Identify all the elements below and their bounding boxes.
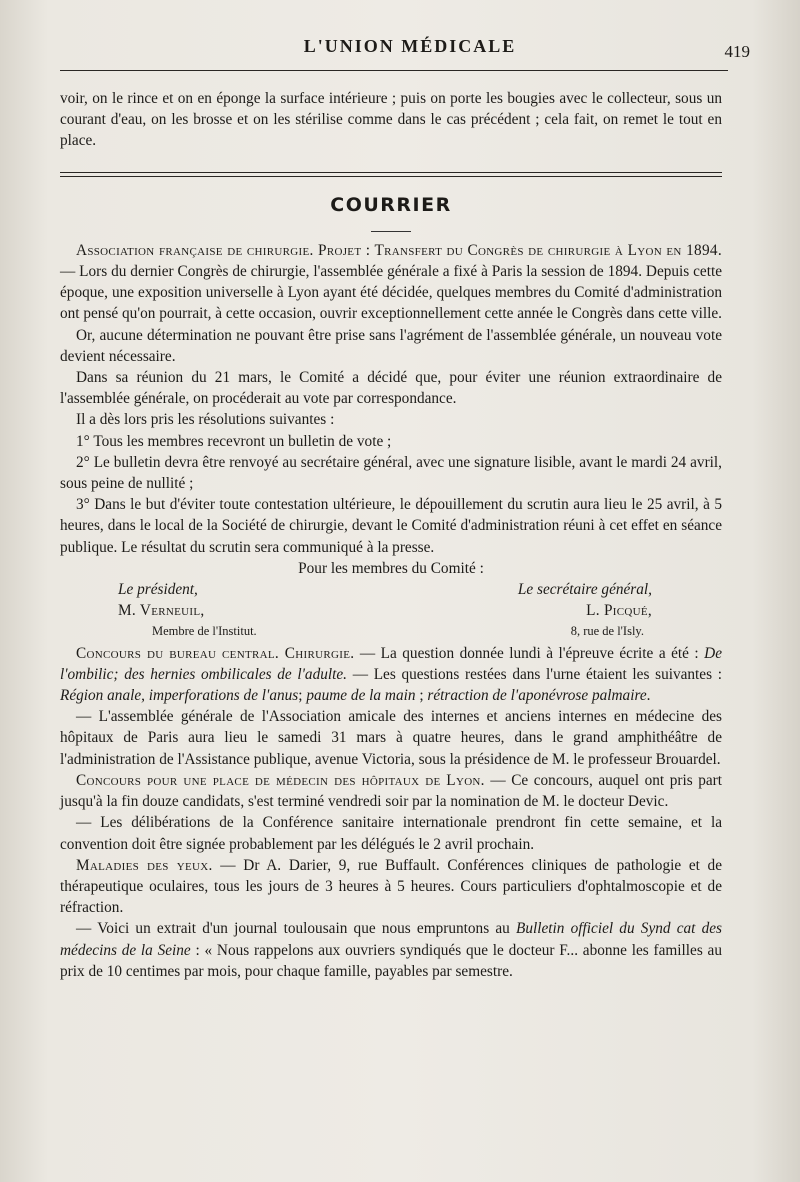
assoc-p3: Dans sa réunion du 21 mars, le Comité a décidé que, pour éviter une réunion extraordinaire de l'assemblée générale, on procéderait au vote par correspondance. [60, 369, 722, 408]
assoc-lead: Association française de chirurgie. Projet : Transfert du Congrès de chirurgie à Lyon en 1894. [76, 241, 722, 259]
assoc-p2: Or, aucune détermination ne pouvant être prise sans l'agrément de l'assemblée générale, un nouveau vote devient nécessaire. [60, 326, 722, 365]
concours-bureau-text-1: — La question donnée lundi à l'épreuve écrite a été : [354, 644, 705, 662]
extrait-paragraph [60, 918, 722, 982]
resolution-1: 1° Tous les membres recevront un bulletin de vote ; [76, 432, 392, 450]
signature-notes [60, 621, 722, 642]
page-number: 419 [724, 42, 750, 61]
secretary-name: L. Picqué, [586, 602, 652, 620]
extrait-text-2: : « Nous rappelons aux ouvriers syndiqués que le docteur F... abonne les familles au prix de 10 centimes par mois, pour chaque famille, payables par semestre. [60, 941, 722, 980]
assemblee-paragraph: — L'assemblée générale de l'Association amicale des internes et anciens internes en médecine des hôpitaux de Paris aura lieu le samedi 31 mars à quatre heures, dans le grand amphithéâtre de l'administration de l'Assistance publique, avenue Victoria, sous la présidence de M. le professeur Brouardel. [60, 708, 722, 768]
resolution-2: 2° Le bulletin devra être renvoyé au secrétaire général, avec une signature lisible, avant le mardi 24 avril, sous peine de nullité ; [60, 453, 722, 493]
for-members: Pour les membres du Comité : [298, 559, 484, 577]
conference-paragraph: — Les délibérations de la Conférence sanitaire internationale prendront fin cette semaine, et la convention doit être signée probablement par les délégués le 2 avril prochain. [60, 814, 722, 853]
assoc-p4: Il a dès lors pris les résolutions suivantes : [76, 411, 335, 429]
concours-bureau-lead: Concours du bureau central. Chirurgie. [76, 644, 355, 662]
concours-bureau-text-4: ; [415, 687, 428, 705]
concours-bureau-text-2: — Les questions restées dans l'urne étaient les suivantes : [347, 665, 722, 683]
concours-lyon-lead: Concours pour une place de médecin des hôpitaux de Lyon. [76, 771, 485, 789]
assoc-text: — Lors du dernier Congrès de chirurgie, l'assemblée générale a fixé à Paris la session de 1894. Depuis cette époque, une exposition universelle à Lyon ayant été décidée, quelques membres du Comité d'administration ont pensé qu'on pourrait, à cette occasion, ouvrir exceptionnellement cette année le Congrès dans cette ville. [60, 263, 722, 323]
president-note: Membre de l'Institut. [152, 624, 257, 639]
section-divider [60, 172, 722, 177]
concours-bureau-question-4: rétraction de l'aponévrose palmaire [427, 687, 647, 705]
extrait-source: Bulletin officiel du Synd cat des médecins de la Seine [60, 920, 723, 959]
title-ornament [60, 220, 722, 226]
concours-bureau-question-1: De l'ombilic; des hernies ombilicales de l'adulte. [60, 644, 723, 683]
maladies-paragraph [60, 855, 722, 919]
extrait-text-1: — Voici un extrait d'un journal toulousain que nous empruntons au [76, 920, 516, 938]
maladies-text: — Dr A. Darier, 9, rue Buffault. Conférences cliniques de pathologie et de thérapeutique oculaires, tous les jours de 3 heures à 5 heures. Cours particuliers d'ophtalmoscopie et de réfraction. [60, 856, 722, 917]
assoc-paragraph [60, 240, 722, 325]
secretary-title: Le secrétaire général, [517, 581, 652, 599]
president-name: M. Verneuil, [118, 602, 205, 620]
concours-bureau-text-3: ; [298, 687, 307, 705]
section-title: COURRIER [330, 193, 452, 216]
secretary-note: 8, rue de l'Isly. [570, 624, 644, 639]
intro-paragraph: voir, on le rince et on en éponge la surface intérieure ; puis on porte les bougies avec le collecteur, sous un courant d'eau, on les brosse et on les stérilise comme dans le cas précédent ; cela fait, on remet le tout en place. [60, 90, 722, 150]
maladies-lead: Maladies des yeux. [76, 856, 213, 874]
concours-lyon-paragraph [60, 770, 722, 812]
concours-bureau-question-3: paume de la main [306, 687, 416, 705]
concours-bureau-text-5: . [646, 687, 651, 705]
header-rule [60, 70, 728, 71]
resolution-3: 3° Dans le but d'éviter toute contestation ultérieure, le dépouillement du scrutin aura lieu le 25 avril, à 5 heures, dans le local de la Société de chirurgie, devant le Comité d'administration réuni à cet effet en séance publique. Le résultat du scrutin sera communiqué à la presse. [60, 496, 722, 556]
concours-bureau-question-2: Région anale, imperforations de l'anus [60, 687, 299, 705]
concours-lyon-text: — Ce concours, auquel ont pris part jusqu'à la fin douze candidats, s'est terminé vendredi soir par la nomination de M. le docteur Devic. [60, 771, 723, 811]
signature-titles [60, 579, 722, 600]
running-title: L'UNION MÉDICALE [303, 36, 517, 56]
concours-bureau-paragraph [60, 643, 722, 707]
article-body [60, 88, 722, 982]
president-title: Le président, [118, 581, 198, 599]
signature-names [60, 600, 722, 621]
